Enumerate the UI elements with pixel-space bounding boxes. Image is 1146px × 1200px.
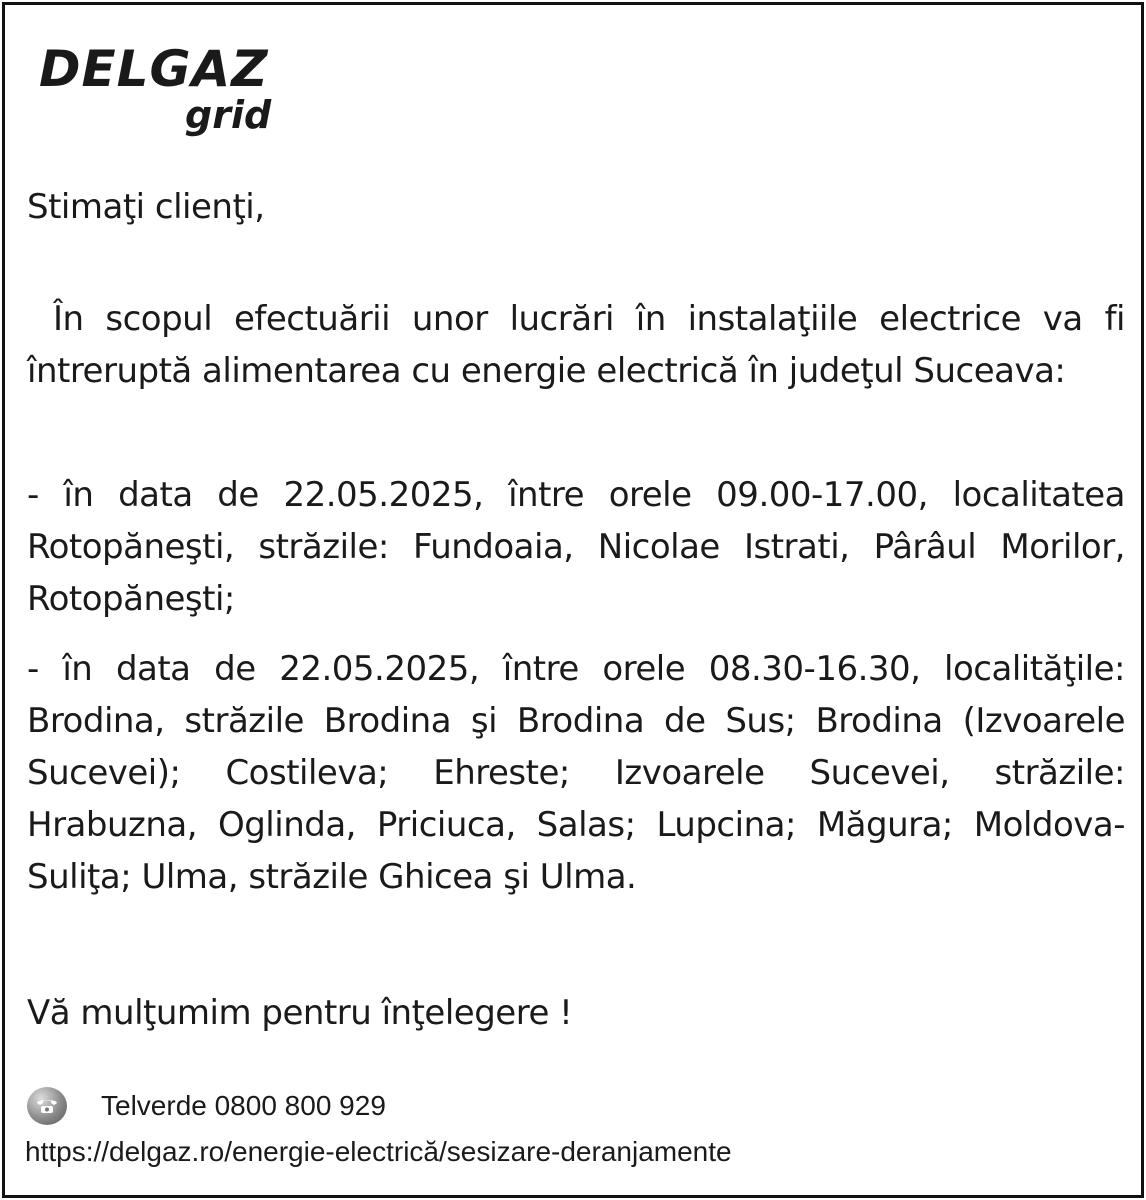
outage-item-2: - în data de 22.05.2025, între orele 08.30-16.30, localităţile: Brodina, străzile Brodina şi Brodina de Sus; Brodina (Izvoarele Sucevei); Costileva; Ehreste; Izvoarele Sucevei, străzile: Hrabuzna, Oglinda, Priciuca, Salas; Lupcina; Măgura; Moldova-Suliţa; Ulma, străzile Ghicea şi Ulma.	[27, 649, 1125, 897]
thanks-line: Vă mulţumim pentru înţelegere !	[27, 993, 573, 1033]
delgaz-grid-logo	[39, 40, 289, 143]
logo-subtitle: grid	[185, 93, 272, 137]
phone-contact	[27, 1085, 527, 1127]
logo-wordmark: DELGAZ	[39, 40, 269, 98]
greeting: Stimaţi clienţi,	[27, 187, 265, 227]
outage-item-1: - în data de 22.05.2025, între orele 09.00-17.00, localitatea Rotopăneşti, străzile: Fundoaia, Nicolae Istrati, Pârâul Morilor, Rotopăneşti;	[27, 475, 1125, 619]
telephone-icon	[27, 1087, 67, 1125]
intro-paragraph: În scopul efectuării unor lucrări în instalaţiile electrice va fi întreruptă alimentarea cu energie electrică în judeţul Suceava:	[27, 299, 1125, 391]
notice-frame	[2, 2, 1144, 1198]
phone-number[interactable]: Telverde 0800 800 929	[101, 1090, 386, 1121]
report-outage-link[interactable]: https://delgaz.ro/energie-electrică/sesizare-deranjamente	[25, 1136, 732, 1167]
